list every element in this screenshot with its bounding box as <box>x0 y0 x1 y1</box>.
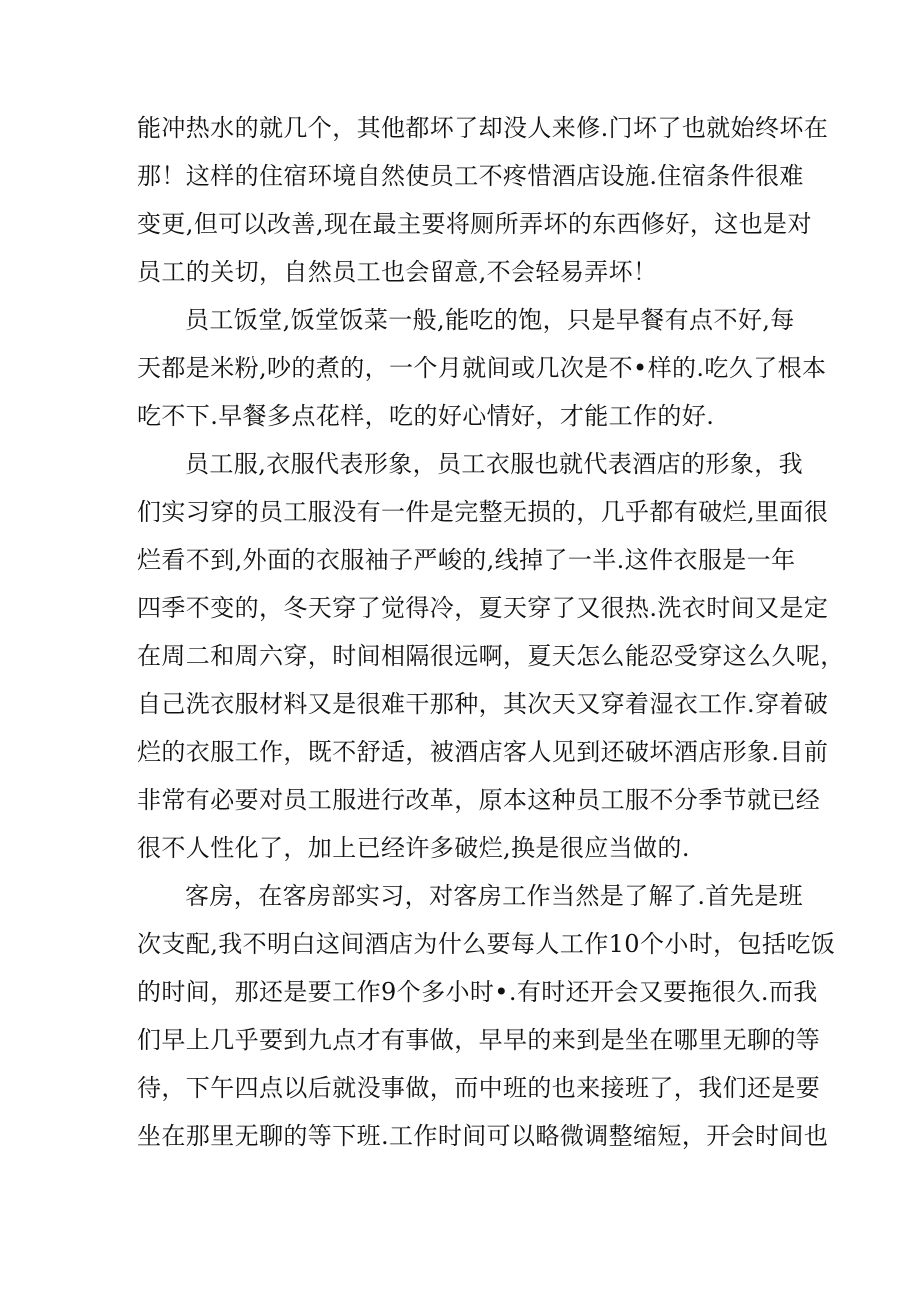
text-line: 们实习穿的员工服没有一件是完整无损的，几乎都有破烂,里面很 <box>137 498 829 526</box>
text-line: 那！这样的住宿环境自然使员工不疼惜酒店设施.住宿条件很难 <box>137 162 804 190</box>
text-line: 员工的关切，自然员工也会留意,不会轻易弄坏！ <box>137 258 658 286</box>
paragraph-start-line: 员工饭堂,饭堂饭菜一般,能吃的饱，只是早餐有点不好,每 <box>185 306 795 334</box>
text-line: 们早上几乎要到九点才有事做，早早的来到是坐在哪里无聊的等 <box>137 1026 821 1054</box>
text-line: 四季不变的，冬天穿了觉得冷，夏天穿了又很热.洗衣时间又是定 <box>137 594 829 622</box>
text-line: 的时间，那还是要工作9个多小时•.有时还开会又要拖很久.而我 <box>137 978 818 1006</box>
text-line: 烂的衣服工作，既不舒适，被酒店客人见到还破坏酒店形象.目前 <box>137 738 829 766</box>
text-line: 吃不下.早餐多点花样，吃的好心情好，才能工作的好. <box>137 402 715 430</box>
text-line: 烂看不到,外面的衣服袖子严峻的,线掉了一半.这件衣服是一年 <box>137 546 796 574</box>
text-line: 待，下午四点以后就没事做，而中班的也来接班了，我们还是要 <box>137 1074 821 1102</box>
text-line: 非常有必要对员工服进行改革，原本这种员工服不分季节就已经 <box>137 786 821 814</box>
paragraph-start-line: 客房，在客房部实习，对客房工作当然是了解了.首先是班 <box>185 882 804 910</box>
text-line: 很不人性化了，加上已经许多破烂,换是很应当做的. <box>137 834 690 862</box>
text-line: 次支配,我不明白这间酒店为什么要每人工作10个小时，包括吃饭 <box>137 930 836 958</box>
paragraph-start-line: 员工服,衣服代表形象，员工衣服也就代表酒店的形象，我 <box>185 450 804 478</box>
text-line: 自己洗衣服材料又是很难干那种，其次天又穿着湿衣工作.穿着破 <box>137 690 829 718</box>
body-text <box>137 104 845 1160</box>
text-line: 变更,但可以改善,现在最主要将厕所弄坏的东西修好，这也是对 <box>137 210 812 238</box>
text-line: 坐在那里无聊的等下班.工作时间可以略微调整缩短，开会时间也 <box>137 1122 829 1150</box>
text-line: 能冲热水的就几个，其他都坏了却没人来修.门坏了也就始终坏在 <box>137 114 829 142</box>
text-line: 在周二和周六穿，时间相隔很远啊，夏天怎么能忍受穿这么久呢， <box>137 642 845 670</box>
text-line: 天都是米粉,吵的煮的，一个月就间或几次是不•样的.吃久了根本 <box>137 354 827 382</box>
